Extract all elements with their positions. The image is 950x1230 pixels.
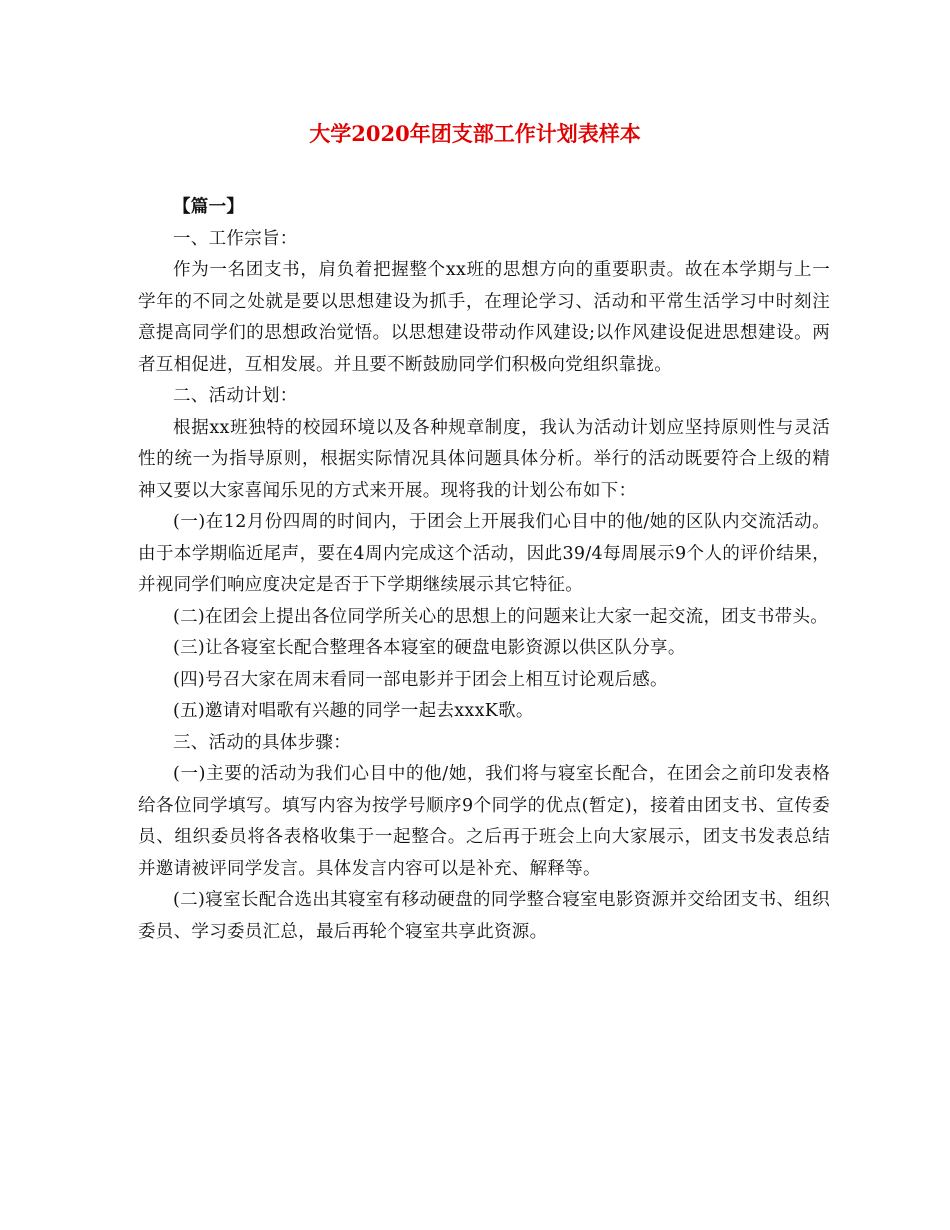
plan-item-5: (五)邀请对唱歌有兴趣的同学一起去xxxK歌。	[173, 701, 534, 721]
heading-purpose: 一、工作宗旨：	[173, 228, 298, 249]
heading-steps: 三、活动的具体步骤：	[173, 732, 351, 753]
plan-item-2: (二)在团会上提出各位同学所关心的思想上的问题来让大家一起交流，团支书带头。	[173, 606, 829, 627]
document-title: 大学2020年团支部工作计划表样本	[309, 121, 641, 146]
step-item-2: (二)寝室长配合选出其寝室有移动硬盘的同学整合寝室电影资源并交给团支书、组织委员、学习委员汇总，最后再轮个寝室共享此资源。	[138, 890, 830, 942]
document-body	[138, 192, 830, 948]
plan-item-1: (一)在12月份四周的时间内，于团会上开展我们心目中的他/她的区队内交流活动。由于本学期临近尾声，要在4周内完成这个活动，因此39/4每周展示9个人的评价结果，并视同学们响应度决定是否于下学期继续展示其它特征。	[138, 512, 830, 595]
paragraph-purpose: 作为一名团支书，肩负着把握整个xx班的思想方向的重要职责。故在本学期与上一学年的不同之处就是要以思想建设为抓手，在理论学习、活动和平常生活学习中时刻注意提高同学们的思想政治觉悟。以思想建设带动作风建设;以作风建设促进思想建设。两者互相促进，互相发展。并且要不断鼓励同学们积极向党组织靠拢。	[138, 260, 830, 375]
plan-item-3: (三)让各寝室长配合整理各本寝室的硬盘电影资源以供区队分享。	[173, 638, 686, 658]
heading-activity-plan: 二、活动计划：	[173, 386, 298, 406]
plan-item-4: (四)号召大家在周末看同一部电影并于团会上相互讨论观后感。	[173, 669, 668, 690]
section-label: 【篇一】	[173, 197, 245, 217]
paragraph-activity-plan: 根据xx班独特的校园环境以及各种规章制度，我认为活动计划应坚持原则性与灵活性的统一为指导原则，根据实际情况具体问题具体分析。举行的活动既要符合上级的精神又要以大家喜闻乐见的方式来开展。现将我的计划公布如下：	[138, 417, 830, 501]
step-item-1: (一)主要的活动为我们心目中的他/她，我们将与寝室长配合，在团会之前印发表格给各位同学填写。填写内容为按学号顺序9个同学的优点(暂定)，接着由团支书、宣传委员、组织委员将各表格收集于一起整合。之后再于班会上向大家展示，团支书发表总结并邀请被评同学发言。具体发言内容可以是补充、解释等。	[138, 764, 830, 879]
